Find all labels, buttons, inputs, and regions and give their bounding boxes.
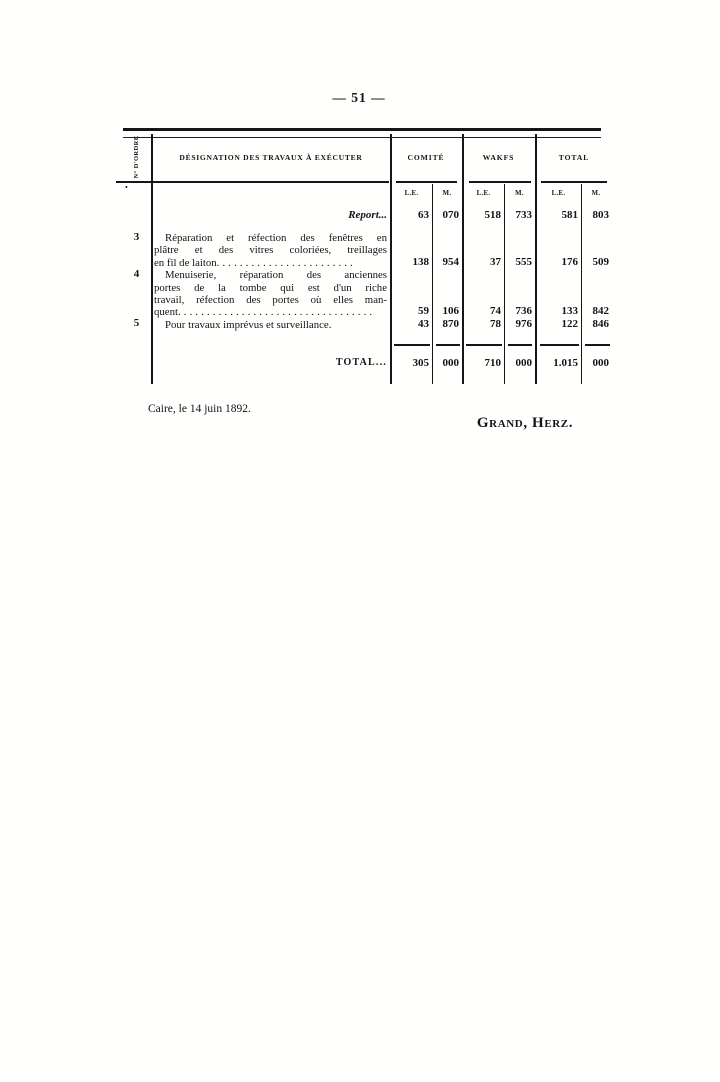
dateline: Caire, le 14 juin 1892. (148, 403, 251, 415)
total-wakfs-m: 000 (515, 357, 532, 369)
item-5-order-number: 5 (133, 317, 140, 329)
sum-rule (466, 344, 502, 346)
item-4-line: Menuiserie, réparation des anciennes (165, 269, 387, 282)
item-3-order-number: 3 (133, 231, 140, 243)
header-underline-total (541, 181, 607, 183)
sum-rule (436, 344, 460, 346)
item-4-order-number: 4 (133, 268, 140, 280)
item-5-line: Pour travaux imprévus et surveillance. (165, 318, 332, 331)
total-le-subheader: L.E. (551, 190, 566, 197)
designation-column-header: DÉSIGNATION DES TRAVAUX À EXÉCUTER (179, 153, 363, 162)
sum-rule (585, 344, 610, 346)
item-3-line: en fil de laiton........................ (154, 256, 356, 269)
item-4-wakfs-le: 74 (490, 305, 501, 317)
item-3-total-m: 509 (592, 256, 609, 268)
sum-rule (540, 344, 579, 346)
total-row-label: TOTAL... (335, 357, 387, 368)
rule-comite-le-m (432, 184, 433, 384)
item-5-wakfs-le: 78 (490, 318, 501, 330)
dotted-leader: ........................ (216, 256, 356, 269)
comite-group-header: COMITÉ (407, 153, 445, 162)
wakfs-m-subheader: M. (515, 190, 524, 197)
dotted-leader: .................................. (178, 306, 376, 319)
item-3-wakfs-m: 555 (515, 256, 532, 268)
item-3-wakfs-le: 37 (490, 256, 501, 268)
designation-body-text (154, 232, 387, 331)
total-comite-le: 305 (412, 357, 429, 369)
header-underline-comite (396, 181, 457, 183)
comite-m-subheader: M. (442, 190, 452, 197)
item-5-wakfs-m: 976 (515, 318, 532, 330)
rule-wakfs-le-m (504, 184, 505, 384)
total-group-header: TOTAL (558, 153, 590, 162)
item-5-total-m: 846 (592, 318, 609, 330)
signature-names: Grand, Herz. (476, 415, 574, 431)
report-wakfs-le: 518 (484, 209, 501, 221)
report-wakfs-m: 733 (515, 209, 532, 221)
report-comite-m: 070 (442, 209, 459, 221)
item-3-line: Réparation et réfection des fenêtres en (165, 232, 387, 244)
rule-total-le-m (581, 184, 582, 384)
item-4-wakfs-m: 736 (515, 305, 532, 317)
item-4-line: portes de la tombe qui est d'un riche (154, 281, 387, 294)
order-column-header: N° D'ORDRE (132, 135, 140, 179)
total-m-subheader: M. (591, 190, 601, 197)
header-underline-designation (152, 181, 389, 183)
sum-rule (508, 344, 532, 346)
item-4-total-le: 133 (561, 305, 578, 317)
item-5-total-le: 122 (561, 318, 578, 330)
item-3-comite-le: 138 (412, 256, 429, 268)
wakfs-le-subheader: L.E. (476, 190, 491, 197)
total-wakfs-le: 710 (484, 357, 501, 369)
item-4-line: travail, réfection des portes où elles man- (154, 294, 387, 307)
item-5-comite-le: 43 (418, 318, 429, 330)
report-comite-le: 63 (418, 209, 429, 221)
report-total-le: 581 (561, 209, 578, 221)
order-footnote-mark: • (125, 183, 128, 192)
item-4-comite-le: 59 (418, 305, 429, 317)
total-total-m: 000 (592, 357, 609, 369)
item-3-total-le: 176 (561, 256, 578, 268)
report-total-m: 803 (592, 209, 609, 221)
item-4-total-m: 842 (592, 305, 609, 317)
item-3-comite-m: 954 (442, 256, 459, 268)
total-comite-m: 000 (442, 357, 459, 369)
item-3-line: plâtre et des vitres coloriées, treillages (154, 244, 387, 257)
header-underline-wakfs (469, 181, 531, 183)
wakfs-group-header: WAKFS (482, 153, 515, 162)
report-row-label: Report... (348, 209, 387, 221)
page-number: — 51 — (332, 90, 386, 105)
item-5-comite-m: 870 (442, 318, 459, 330)
total-total-le: 1.015 (553, 357, 578, 369)
item-4-line: quent.................................. (154, 306, 376, 319)
comite-le-subheader: L.E. (404, 190, 419, 197)
works-cost-table (123, 128, 612, 388)
item-4-comite-m: 106 (442, 305, 459, 317)
header-underline-order (116, 181, 151, 183)
sum-rule (394, 344, 430, 346)
